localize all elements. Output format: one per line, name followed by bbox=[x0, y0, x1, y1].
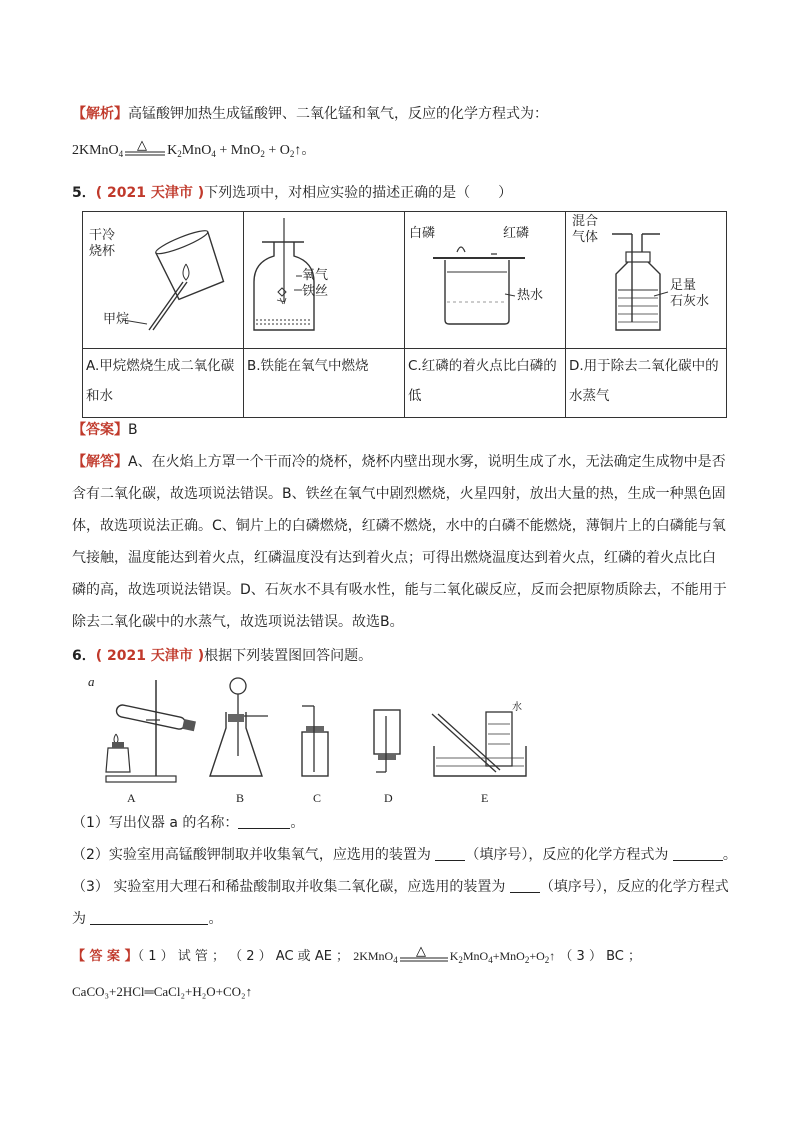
q5-explanation-line-6: 除去二氧化碳中的水蒸气，故选项说法错误。故选B。 bbox=[72, 614, 404, 630]
instrument-a-mark: a bbox=[88, 674, 95, 689]
q6-answer-line-1: 【 答 案 】（ 1 ） 试 管 ； （ 2 ） AC 或 AE ； 2KMnO$_4$ △ $K_2MnO_4+MnO_2+O_2↑$ （ 3 ） BC ； bbox=[72, 944, 641, 965]
q5-explanation-line-1: 【解答】A、在火焰上方罩一个干而冷的烧杯，烧杯内壁出现水雾，说明生成了水，无法确定生成物中是否 bbox=[72, 454, 726, 470]
question-5-stem: 5．( 2021 天津市 )下列选项中，对相应实验的描述正确的是（ ） bbox=[72, 185, 513, 201]
apparatus-figure bbox=[86, 676, 566, 788]
analysis-equation: 2KMnO$_4$ △ $K_2MnO_4 + MnO_2$ + $O_2↑$。 bbox=[72, 138, 316, 159]
q6-sub-3: （3） 实验室用大理石和稀盐酸制取并收集二氧化碳，应选用的装置为 （填序号），反应的化学方程式 bbox=[72, 879, 729, 895]
question-6-stem: 6．( 2021 天津市 )根据下列装置图回答问题。 bbox=[72, 648, 373, 664]
q6-answer-line-2: CaCO₃+2HCl═CaCl₂+H₂O+CO₂↑ bbox=[72, 984, 253, 999]
blank-4 bbox=[510, 878, 540, 893]
apparatus-label-a: A bbox=[127, 791, 136, 805]
option-c: C.红磷的着火点比白磷的低 bbox=[405, 349, 566, 418]
heating-condition bbox=[123, 138, 167, 158]
option-a: A.甲烷燃烧生成二氧化碳和水 bbox=[83, 349, 244, 418]
analysis-tag: 【解析】 bbox=[72, 106, 128, 122]
apparatus-label-d: D bbox=[384, 791, 393, 805]
figure-c: 白磷 红磷 热水 bbox=[405, 212, 566, 349]
figure-b: 氧气 铁丝 bbox=[244, 212, 405, 349]
q6-sub-3-cont: 为 。 bbox=[72, 911, 223, 927]
blank-2 bbox=[435, 846, 465, 861]
q5-answer: 【答案】B bbox=[72, 422, 138, 438]
options-table bbox=[82, 211, 727, 418]
analysis-line bbox=[72, 104, 722, 124]
svg-text:△: △ bbox=[415, 944, 426, 959]
blank-1 bbox=[238, 814, 290, 829]
q5-explanation-line-3: 体，故选项说法正确。C、铜片上的白磷燃烧，红磷不燃烧，水中的白磷不能燃烧，薄铜片上的白磷能与氧 bbox=[72, 518, 726, 534]
blank-3 bbox=[673, 846, 723, 861]
option-d: D.用于除去二氧化碳中的水蒸气 bbox=[566, 349, 727, 418]
apparatus-label-e: E bbox=[481, 791, 489, 805]
question-source: ( 2021 天津市 ) bbox=[95, 648, 205, 664]
water-mark: 水 bbox=[512, 702, 522, 713]
q6-sub-2: （2）实验室用高锰酸钾制取并收集氧气，应选用的装置为 （填序号），反应的化学方程式为 。 bbox=[72, 847, 737, 863]
q6-sub-1: （1）写出仪器 a 的名称： 。 bbox=[72, 815, 305, 831]
question-source: ( 2021 天津市 ) bbox=[95, 185, 205, 201]
blank-5 bbox=[90, 910, 208, 925]
q5-explanation-line-2: 含有二氧化碳，故选项说法错误。B、铁丝在氧气中剧烈燃烧，火星四射，放出大量的热，生成一种黑色固 bbox=[72, 486, 726, 502]
analysis-text: 高锰酸钾加热生成锰酸钾、二氧化锰和氧气，反应的化学方程式为： bbox=[128, 106, 548, 122]
figure-d: 混合 气体 足量 石灰水 bbox=[566, 212, 727, 349]
q5-explanation-line-5: 磷的高，故选项说法错误。D、石灰水不具有吸水性，能与二氧化碳反应，反而会把原物质除去，不能用于 bbox=[72, 582, 727, 598]
option-b: B.铁能在氧气中燃烧 bbox=[244, 349, 405, 418]
apparatus-label-b: B bbox=[236, 791, 245, 805]
q5-explanation-line-4: 气接触，温度能达到着火点，红磷温度没有达到着火点；可得出燃烧温度达到着火点，红磷的着火点比白 bbox=[72, 550, 716, 566]
svg-text:△: △ bbox=[137, 138, 148, 153]
apparatus-label-c: C bbox=[313, 791, 322, 805]
figure-a: 干冷 烧杯 甲烷 bbox=[83, 212, 244, 349]
